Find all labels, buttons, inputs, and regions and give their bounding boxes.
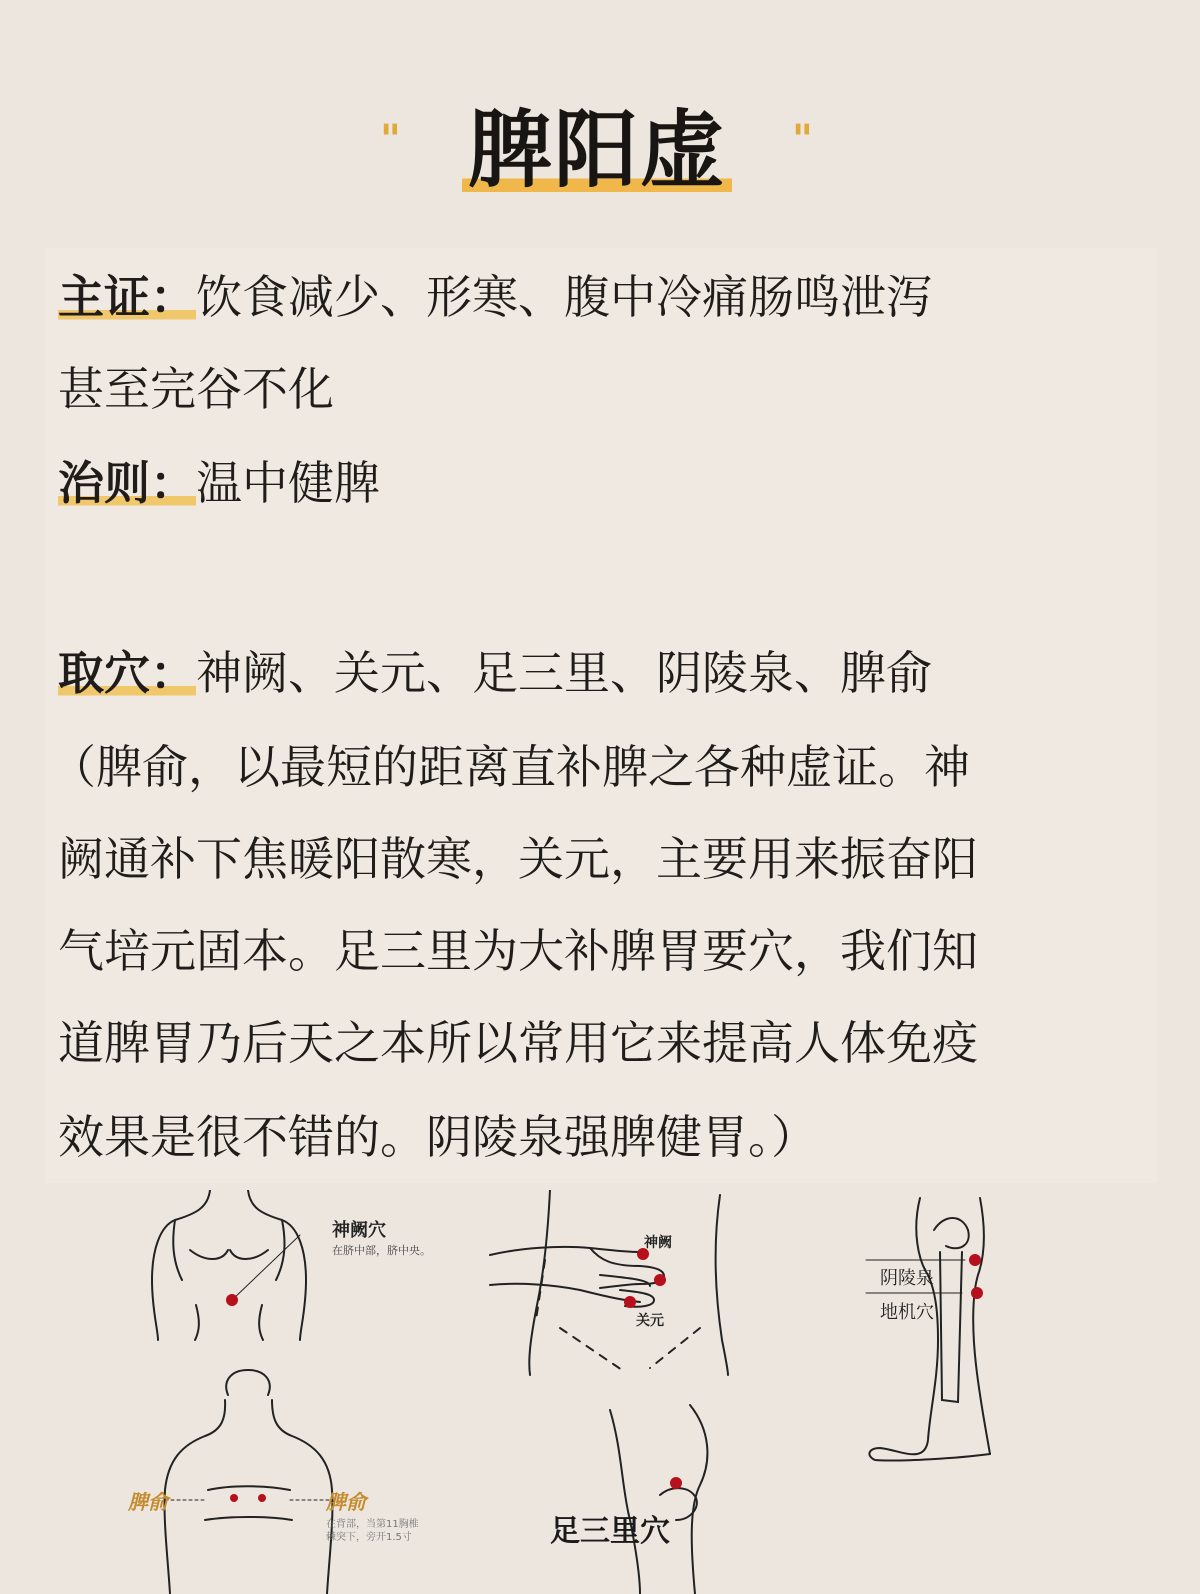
title-block bbox=[0, 95, 1200, 205]
treatment-label: 治则： bbox=[58, 456, 196, 510]
diji-label: 地机穴 bbox=[880, 1302, 934, 1323]
yinlingquan-point-marker bbox=[969, 1254, 981, 1266]
open-quote: " bbox=[380, 117, 401, 163]
points-line4: 气培元固本。足三里为大补脾胃要穴，我们知 bbox=[58, 924, 978, 978]
hand-point-marker-3 bbox=[624, 1296, 636, 1308]
shenque-title: 神阙穴 bbox=[332, 1220, 386, 1241]
close-quote: " bbox=[792, 117, 813, 163]
pishu-desc-line1: 在背部，当第11胸椎 bbox=[326, 1519, 419, 1530]
main-syndrome-text: 饮食减少、形寒、腹中冷痛肠鸣泄泻 bbox=[196, 270, 932, 324]
treatment-text: 温中健脾 bbox=[196, 456, 380, 510]
shenque-point-marker bbox=[226, 1294, 238, 1306]
pishu-point-marker-left bbox=[230, 1494, 238, 1502]
points-line6: 效果是很不错的。阴陵泉强脾健胃。） bbox=[58, 1110, 817, 1164]
points-line5: 道脾胃乃后天之本所以常用它来提高人体免疫 bbox=[58, 1016, 978, 1070]
hand-abdomen-drawing bbox=[490, 1190, 728, 1375]
leg-drawing bbox=[866, 1198, 990, 1461]
torso-front-drawing bbox=[152, 1190, 306, 1340]
treatment-line bbox=[58, 452, 380, 514]
pishu-label-left: 脾俞 bbox=[128, 1490, 168, 1514]
points-label: 取穴： bbox=[58, 646, 196, 700]
hand-point-marker-2 bbox=[654, 1274, 666, 1286]
points-line3: 阙通补下焦暖阳散寒，关元，主要用来振奋阳 bbox=[58, 832, 978, 886]
points-line1 bbox=[58, 642, 932, 704]
points-line2: （脾俞，以最短的距离直补脾之各种虚证。神 bbox=[50, 740, 970, 794]
zusanli-label: 足三里穴 bbox=[550, 1514, 670, 1549]
diji-point-marker bbox=[971, 1287, 983, 1299]
acupoint-markers bbox=[226, 1248, 983, 1502]
main-syndrome-line1 bbox=[58, 266, 932, 328]
pishu-label-right: 脾俞 bbox=[326, 1490, 366, 1514]
acupoint-illustrations bbox=[0, 1190, 1200, 1594]
yinlingquan-label: 阴陵泉 bbox=[880, 1268, 934, 1289]
points-list: 神阙、关元、足三里、阴陵泉、脾俞 bbox=[196, 646, 932, 700]
back-drawing bbox=[165, 1370, 333, 1594]
main-syndrome-line2: 甚至完谷不化 bbox=[58, 362, 334, 416]
page-title: 脾阳虚 bbox=[462, 95, 732, 205]
hand-label-bottom: 关元 bbox=[636, 1313, 664, 1329]
shenque-desc: 在脐中部，脐中央。 bbox=[332, 1244, 431, 1257]
knee-drawing bbox=[610, 1405, 707, 1594]
hand-label-top: 神阙 bbox=[644, 1235, 672, 1251]
zusanli-point-marker bbox=[670, 1477, 682, 1489]
main-syndrome-label: 主证： bbox=[58, 270, 196, 324]
pishu-desc-line2: 棘突下，旁开1.5寸 bbox=[326, 1532, 412, 1543]
pishu-point-marker-right bbox=[258, 1494, 266, 1502]
